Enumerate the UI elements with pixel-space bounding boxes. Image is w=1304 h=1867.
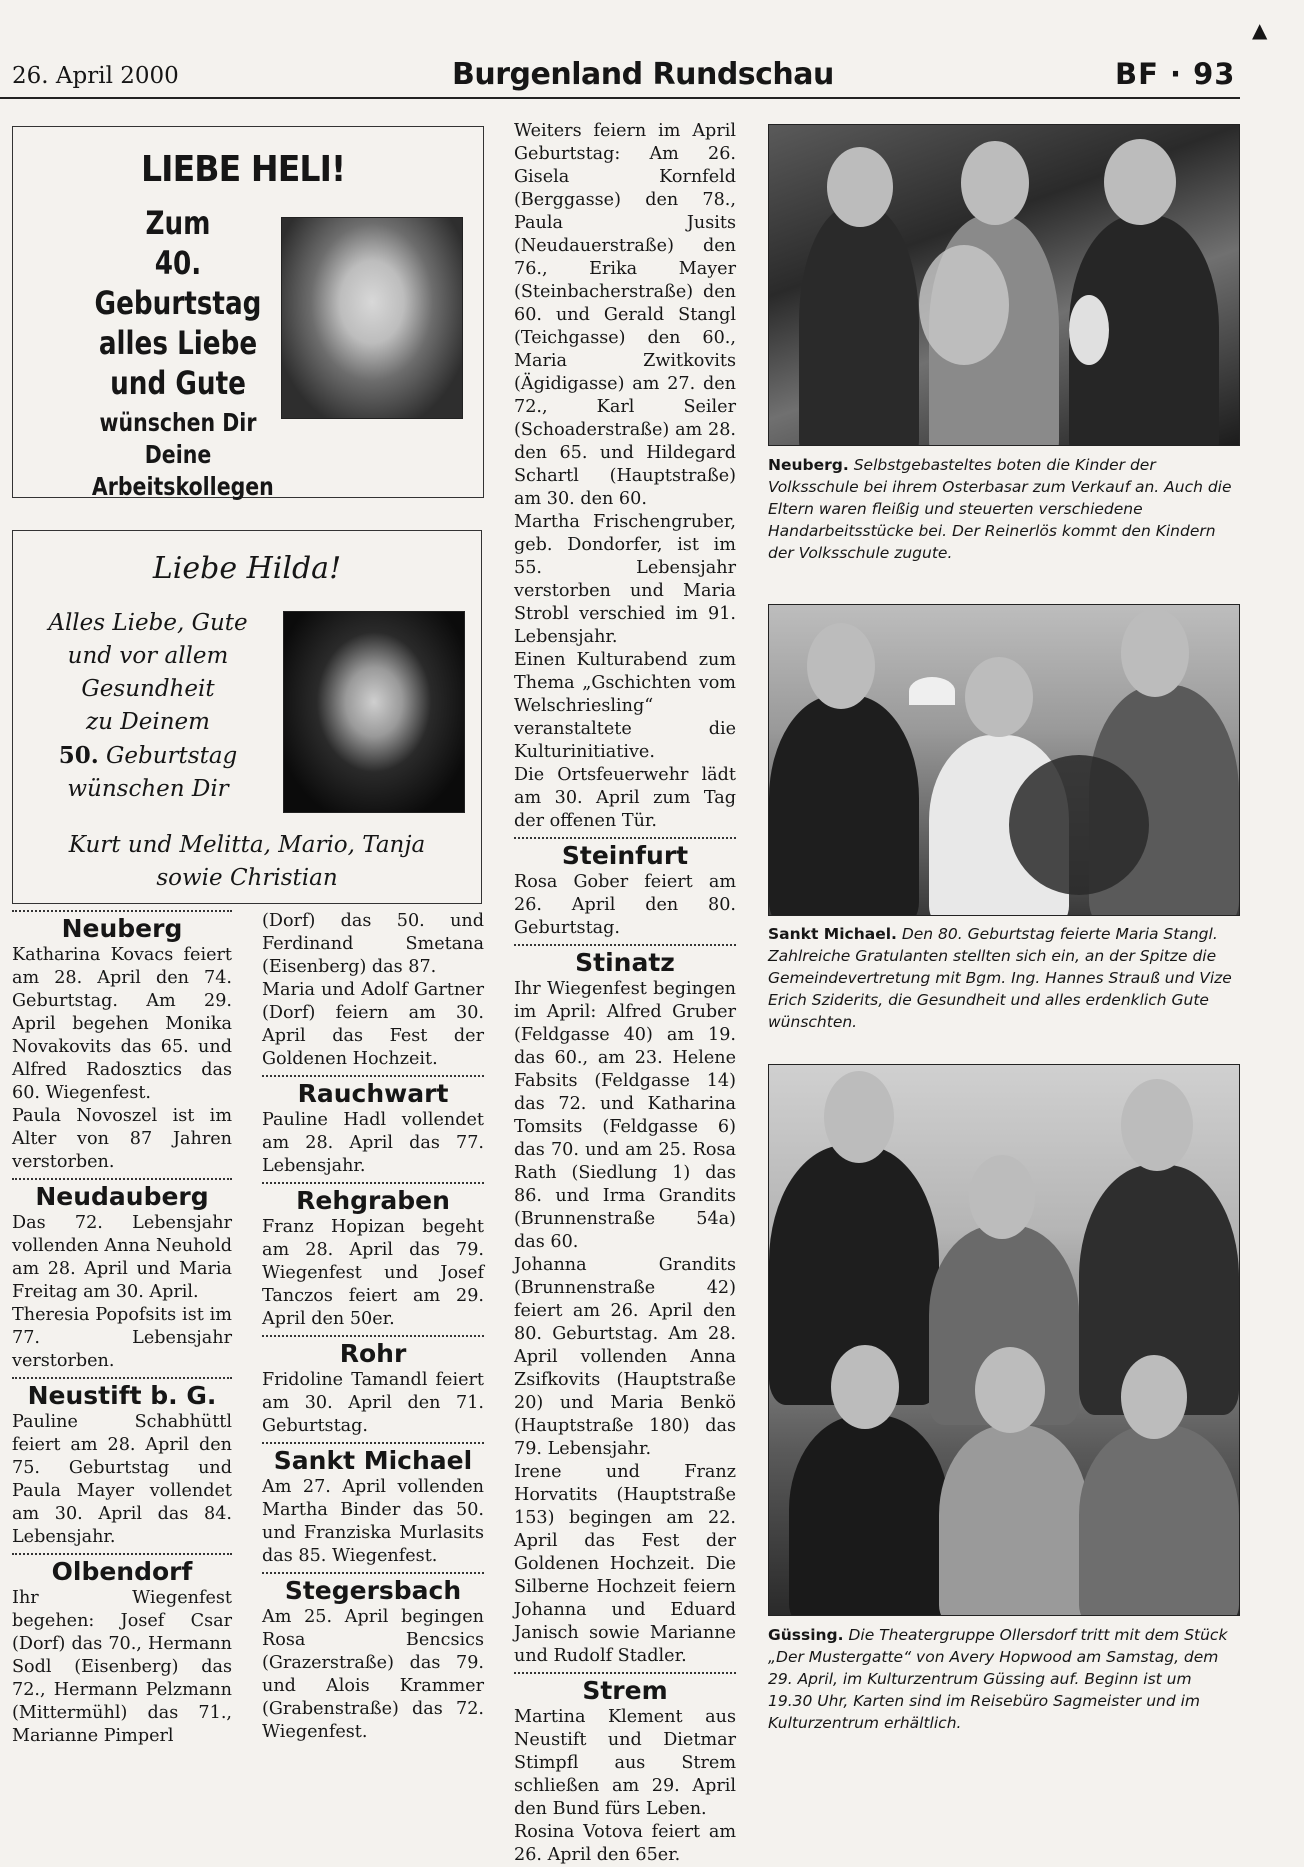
photo-guessing-theatre-group: [768, 1064, 1240, 1616]
article-text: Pauline Hadl vollendet am 28. April das 77. Lebensjahr.: [262, 1110, 484, 1176]
heli-portrait-photo: [281, 217, 463, 419]
article-text: Ihr Wiegenfest begehen: Josef Csar (Dorf) das 70., Hermann Sodl (Eisenberg) das 72., Hermann Pelzmann (Mittermühl) das 71., Marianne Pimperl: [12, 1588, 232, 1746]
town-heading-neuberg: Neuberg: [12, 910, 232, 944]
town-heading-neudauberg: Neudauberg: [12, 1178, 232, 1212]
hilda-portrait-photo: [283, 611, 465, 813]
ad-heli-heading: LIEBE HELI!: [141, 149, 346, 190]
scan-mark-icon: ▲: [1252, 18, 1268, 42]
article-text: Irene und Franz Horvatits (Hauptstraße 153) begingen am 22. April das Fest der Goldenen Hochzeit. Die Silberne Hochzeit feiern Johanna und Eduard Janisch sowie Marianne und Rudolf Stadler.: [514, 1462, 736, 1666]
town-heading-rohr: Rohr: [262, 1335, 484, 1369]
town-heading-steinfurt: Steinfurt: [514, 837, 736, 871]
ad-heli-text: Zum 40. Geburtstag alles Liebe und Gute wünschen Dir Deine Arbeitskollegen: [91, 204, 274, 501]
town-heading-stinatz: Stinatz: [514, 944, 736, 978]
article-text: Pauline Schabhüttl feiert am 28. April den 75. Geburtstag und Paula Mayer vollendet am 30. April das 84. Lebensjahr.: [12, 1412, 232, 1547]
town-heading-olbendorf: Olbendorf: [12, 1553, 232, 1587]
ad-hilda: [12, 530, 482, 904]
town-heading-sankt-michael: Sankt Michael: [262, 1442, 484, 1476]
article-text: Johanna Grandits (Brunnenstraße 42) feiert am 26. April den 80. Geburtstag. Am 28. April vollenden Anna Zsifkovits (Hauptstraße 20) und Maria Benkö (Hauptstraße 180) das 79. Lebensjahr.: [514, 1255, 736, 1459]
caption-guessing: Güssing. Die Theatergruppe Ollersdorf tritt mit dem Stück „Der Mustergatte“ von Avery Hopwood am Samstag, dem 29. April, im Kulturzentrum Güssing auf. Beginn ist um 19.30 Uhr, Karten sind im Reisebüro Sagmeister und im Kulturzentrum erhältlich.: [768, 1626, 1228, 1732]
town-heading-strem: Strem: [514, 1672, 736, 1706]
article-text: Weiters feiern im April Geburtstag: Am 26. Gisela Kornfeld (Berggasse) den 78., Paula Jusits (Neudauerstraße) den 76., Erika Mayer (Steinbacherstraße) den 60. und Gerald Stangl (Teichgasse) den 60., Maria Zwitkovits (Ägidigasse) am 27. den 72., Karl Seiler (Schoaderstraße) am 28. den 65. und Hildegard Schartl (Hauptstraße) am 30. den 60.: [514, 121, 736, 509]
article-text: Am 25. April begingen Rosa Bencsics (Grazerstraße) das 79. und Alois Krammer (Grabenstraße) das 72. Wiegenfest.: [262, 1607, 484, 1742]
caption-neuberg: Neuberg. Selbstgebasteltes boten die Kinder der Volksschule bei ihrem Osterbasar zum Verkauf an. Auch die Eltern waren fleißig und steuerten verschiedene Handarbeitsstücke bei. Der Reinerlös kommt den Kindern der Volksschule zugute.: [768, 456, 1232, 562]
article-text: Theresia Popofsits ist im 77. Lebensjahr verstorben.: [12, 1305, 232, 1371]
article-text: Ihr Wiegenfest begingen im April: Alfred Gruber (Feldgasse 40) am 19. das 60., am 23. Helene Fabsits (Feldgasse 14) das 72. und Katharina Tomsits (Feldgasse 6) das 70. und am 25. Rosa Rath (Siedlung 1) das 86. und Irma Grandits (Brunnenstraße 54a) das 60.: [514, 979, 736, 1252]
column-3: [514, 120, 736, 1867]
issue-date: 26. April 2000: [12, 63, 179, 89]
town-heading-stegersbach: Stegersbach: [262, 1572, 484, 1606]
ad-heli: [12, 126, 484, 501]
town-heading-rehgraben: Rehgraben: [262, 1182, 484, 1216]
newspaper-title: Burgenland Rundschau: [452, 57, 834, 92]
article-text: Katharina Kovacs feiert am 28. April den 74. Geburtstag. Am 29. April begehen Monika Novakovits das 65. und Alfred Radosztics das 60. Wiegenfest.: [12, 945, 232, 1103]
article-text: Rosina Votova feiert am 26. April den 65er.: [514, 1822, 736, 1865]
column-1: [12, 906, 232, 1748]
article-text: Franz Hopizan begeht am 28. April das 79. Wiegenfest und Josef Tanczos feiert am 29. April den 50er.: [262, 1217, 484, 1329]
ad-hilda-text: Alles Liebe, Gute und vor allem Gesundheit zu Deinem 50. Geburtstag wünschen Dir: [48, 610, 248, 802]
town-heading-rauchwart: Rauchwart: [262, 1075, 484, 1109]
column-2: [262, 910, 484, 1744]
article-text: Maria und Adolf Gartner (Dorf) feiern am 30. April das Fest der Goldenen Hochzeit.: [262, 980, 484, 1069]
town-heading-neustift: Neustift b. G.: [12, 1377, 232, 1411]
caption-sankt-michael: Sankt Michael. Den 80. Geburtstag feierte Maria Stangl. Zahlreiche Gratulanten stellten sich ein, an der Spitze die Gemeindevertretung mit Bgm. Ing. Hannes Strauß und Vize Erich Sziderits, die Gesundheit und alles erdenklich Gute wünschten.: [768, 925, 1232, 1031]
photo-neuberg-children: [768, 124, 1240, 446]
article-text: Rosa Gober feiert am 26. April den 80. Geburtstag.: [514, 872, 736, 938]
article-text: Paula Novoszel ist im Alter von 87 Jahren verstorben.: [12, 1106, 232, 1172]
ad-hilda-signature: Kurt und Melitta, Mario, Tanja sowie Christian: [68, 832, 426, 891]
article-text: Martha Frischengruber, geb. Dondorfer, ist im 55. Lebensjahr verstorben und Maria Strobl verschied im 91. Lebensjahr.: [514, 512, 736, 647]
article-text: Fridoline Tamandl feiert am 30. April den 71. Geburtstag.: [262, 1370, 484, 1436]
article-text: (Dorf) das 50. und Ferdinand Smetana (Eisenberg) das 87.: [262, 911, 484, 977]
article-text: Am 27. April vollenden Martha Binder das 50. und Franziska Murlasits das 85. Wiegenfest.: [262, 1477, 484, 1566]
article-text: Einen Kulturabend zum Thema „Gschichten vom Welschriesling“ veranstaltete die Kulturinitiative.: [514, 650, 736, 762]
photo-sankt-michael-birthday: [768, 604, 1240, 916]
page-number: BF · 93: [1115, 57, 1236, 91]
article-text: Das 72. Lebensjahr vollenden Anna Neuhold am 28. April und Maria Freitag am 30. April.: [12, 1213, 232, 1302]
ad-hilda-heading: Liebe Hilda!: [152, 551, 342, 586]
article-text: Martina Klement aus Neustift und Dietmar Stimpfl aus Strem schließen am 29. April den Bund fürs Leben.: [514, 1707, 736, 1819]
page-header: [0, 55, 1240, 99]
article-text: Die Ortsfeuerwehr lädt am 30. April zum Tag der offenen Tür.: [514, 765, 736, 831]
